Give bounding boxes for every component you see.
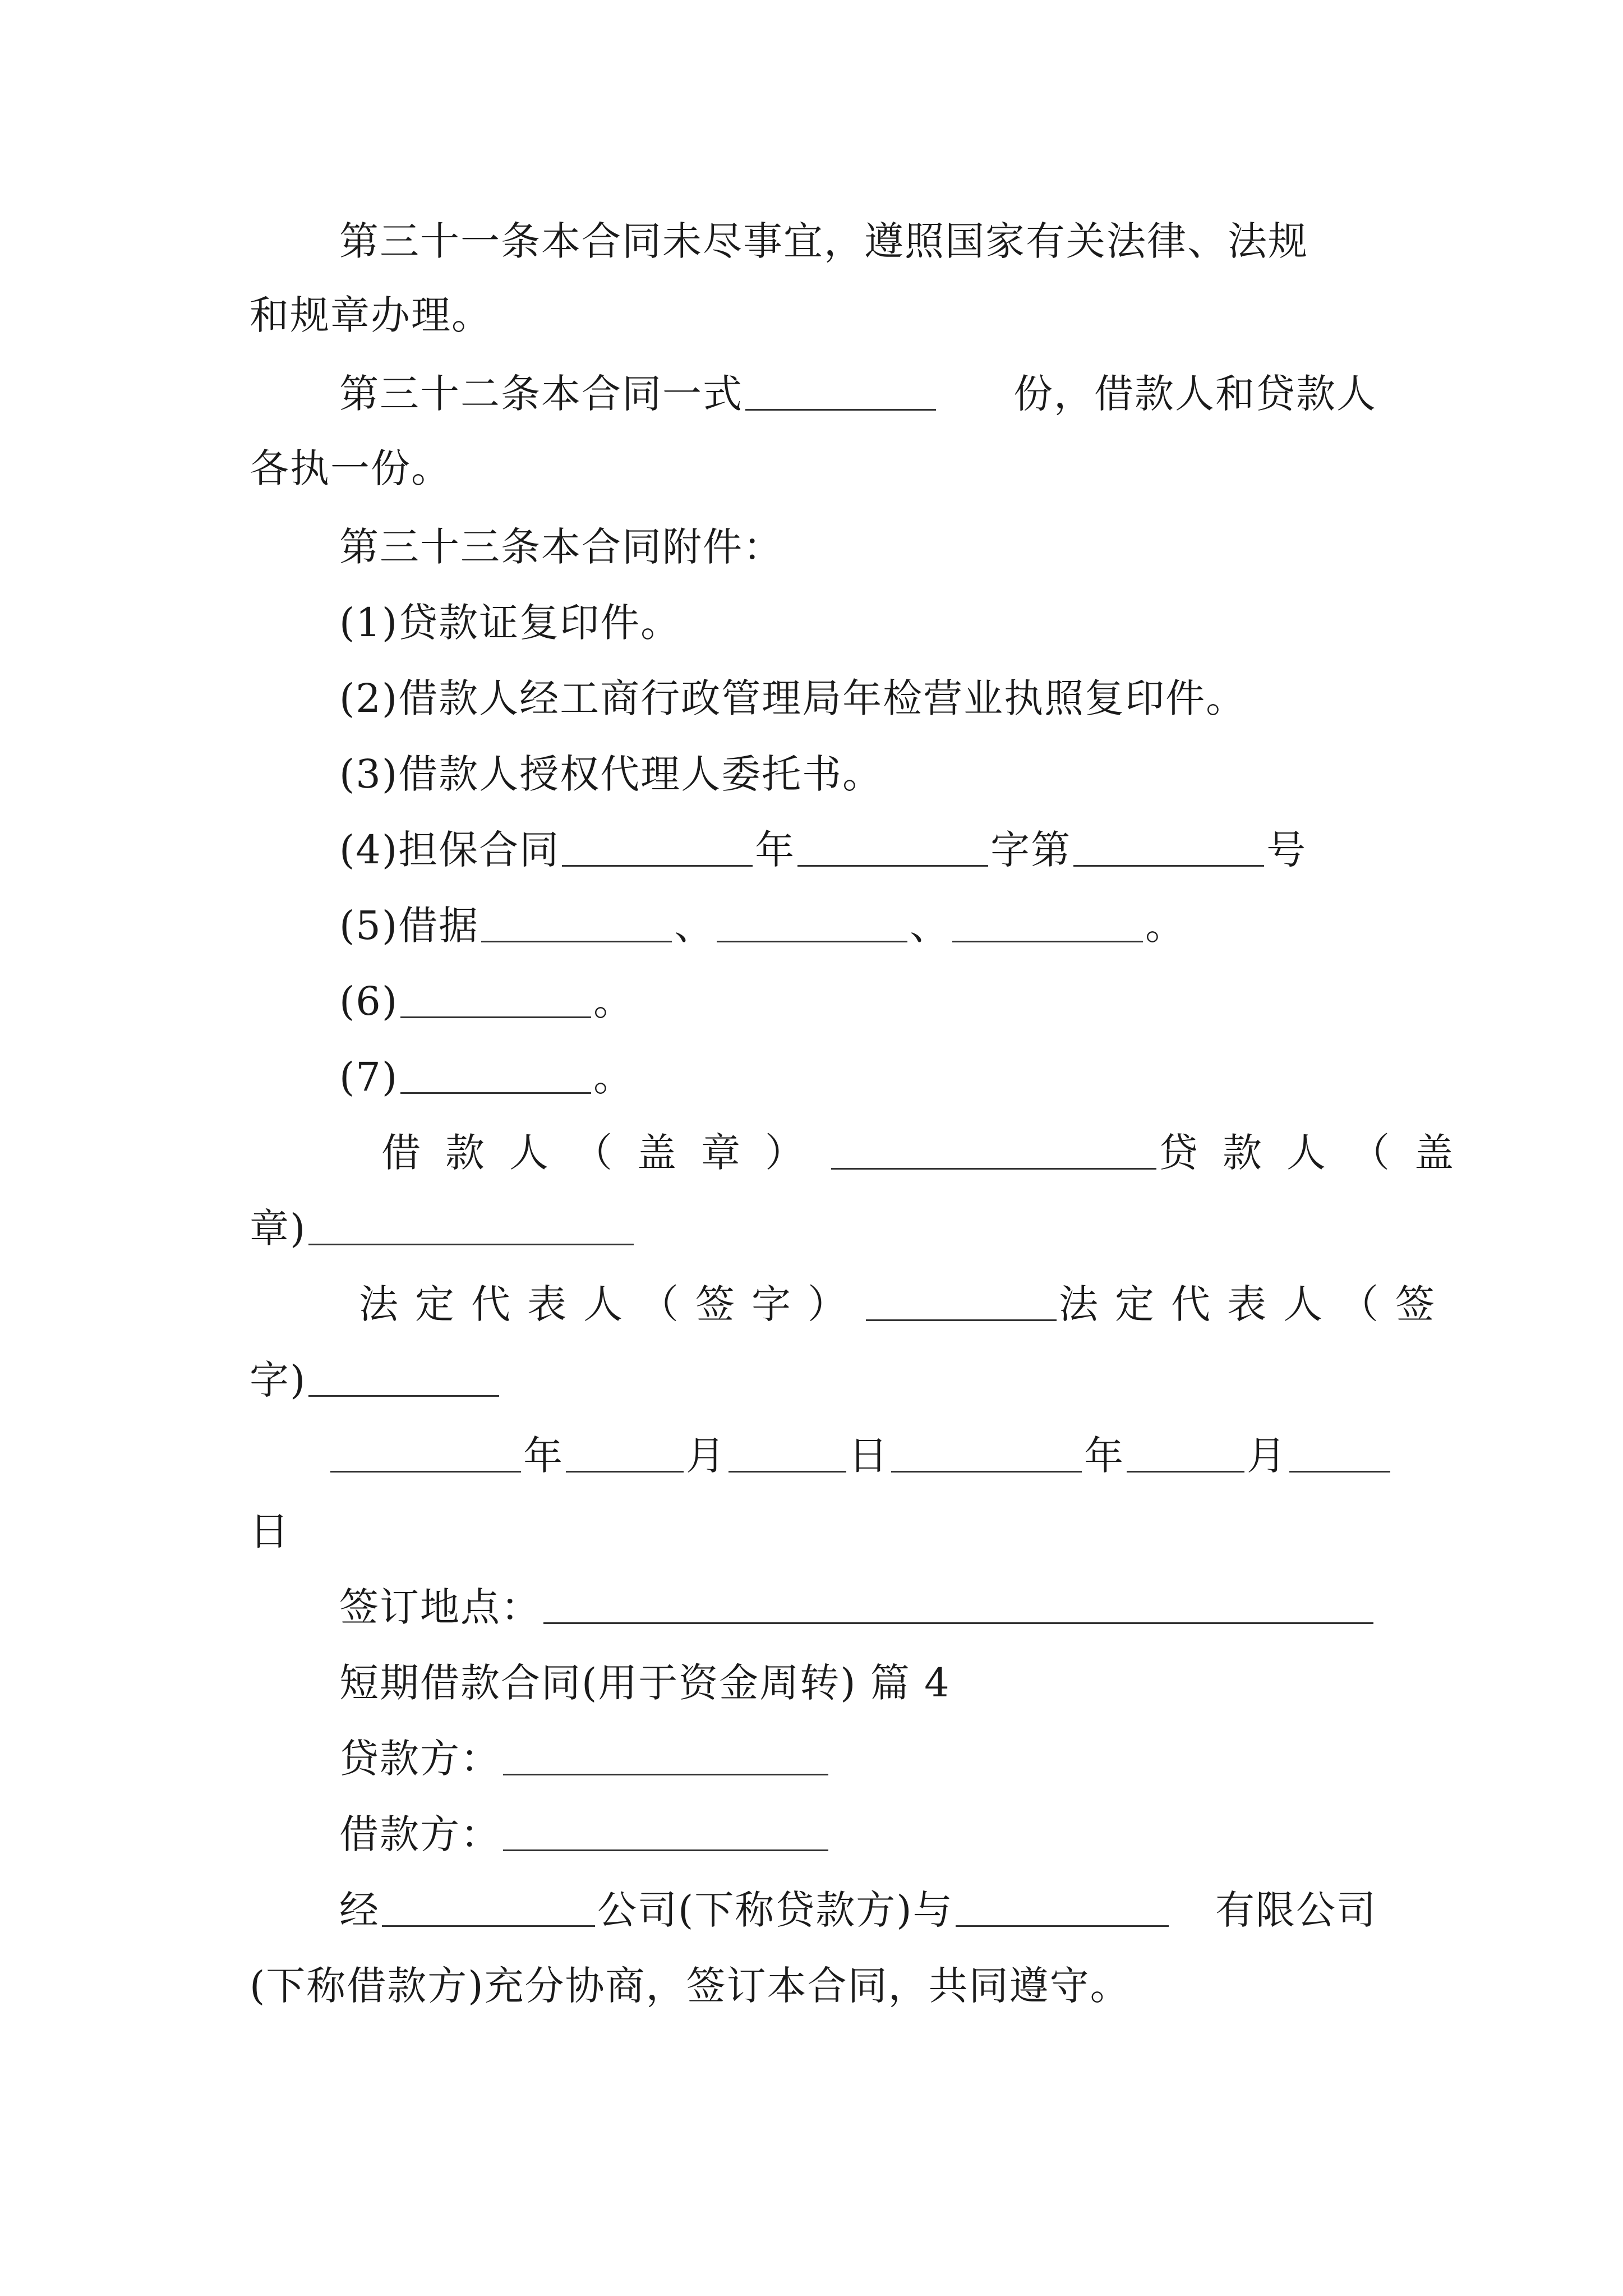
guarantee-blank-3[interactable]: [1073, 825, 1264, 867]
signing-place: [339, 1579, 1377, 1635]
lender-party-label: 贷款方：: [339, 1736, 501, 1782]
article-32-cont: [250, 440, 1377, 496]
date-month-blank-2[interactable]: [1127, 1430, 1244, 1473]
borrower-party-label: 借款方：: [339, 1811, 501, 1857]
article-33: [339, 519, 1377, 575]
date-year-label: 年: [523, 1433, 564, 1479]
agreement-intro-cont: [250, 1958, 1377, 2014]
attachment-7: [339, 1049, 1377, 1105]
attachment-1-text: (1)贷款证复印件。: [339, 600, 681, 646]
separator: 、: [674, 903, 715, 949]
date-day-label: 日: [849, 1433, 889, 1479]
attachment-4: [339, 822, 1377, 878]
period: 。: [593, 978, 634, 1024]
date-month-blank-1[interactable]: [566, 1430, 684, 1473]
receipt-blank-3[interactable]: [952, 900, 1143, 942]
article-32-cont-text: 各执一份。: [250, 445, 451, 491]
article-31-cont: [250, 287, 1377, 343]
intro-text-3: 有限公司: [1215, 1887, 1377, 1933]
period: 。: [593, 1054, 634, 1100]
date-year-blank-2[interactable]: [891, 1430, 1082, 1473]
date-year-label: 年: [1084, 1433, 1124, 1479]
article-32-text-2: 份，借款人和贷款人: [1013, 371, 1377, 417]
attachment-4-zidi: 字第: [990, 827, 1072, 873]
legal-rep-sign: [359, 1276, 1451, 1332]
section-title: [339, 1655, 1377, 1711]
date-day-label: 日: [250, 1508, 290, 1554]
attachment-5: [339, 898, 1377, 954]
lender-seal-cont: [250, 1200, 1377, 1257]
lender-rep-label: 法定代表人（签: [1059, 1281, 1451, 1327]
article-31: [339, 213, 1377, 269]
attachment-7-label: (7): [339, 1054, 399, 1100]
signing-place-label: 签订地点：: [339, 1584, 541, 1630]
lender-rep-blank[interactable]: [308, 1355, 499, 1397]
lender-seal-label: 贷款人（盖: [1159, 1130, 1478, 1176]
intro-text-1: 经: [339, 1887, 380, 1933]
attachment-2: [339, 670, 1377, 726]
signing-place-blank[interactable]: [543, 1582, 1373, 1624]
attachment-6: [339, 973, 1377, 1029]
lender-company-blank[interactable]: [382, 1885, 595, 1927]
guarantee-blank-2[interactable]: [797, 825, 988, 867]
borrower-party: [339, 1806, 1377, 1862]
borrower-seal-blank[interactable]: [831, 1128, 1156, 1170]
date-day-blank-1[interactable]: [728, 1430, 846, 1473]
separator: 、: [910, 903, 951, 949]
borrower-company-blank[interactable]: [956, 1885, 1169, 1927]
attachment-6-label: (6): [339, 978, 399, 1024]
guarantee-blank-1[interactable]: [562, 825, 753, 867]
borrower-rep-label: 法定代表人（签字）: [359, 1281, 864, 1327]
date-row-cont: [250, 1503, 1377, 1559]
article-32-text: 第三十二条本合同一式: [339, 371, 743, 417]
date-month-label: 月: [686, 1433, 726, 1479]
article-32: [339, 366, 1377, 422]
lender-seal-blank[interactable]: [308, 1203, 634, 1245]
copies-blank[interactable]: [745, 369, 936, 411]
date-day-blank-2[interactable]: [1289, 1430, 1390, 1473]
attachment-7-blank[interactable]: [400, 1052, 591, 1094]
receipt-blank-2[interactable]: [717, 900, 907, 942]
receipt-blank-1[interactable]: [481, 900, 672, 942]
lender-rep-cont-label: 字): [250, 1357, 307, 1403]
article-31-cont-text: 和规章办理。: [250, 292, 492, 338]
borrower-rep-blank[interactable]: [866, 1279, 1057, 1321]
attachment-3-text: (3)借款人授权代理人委托书。: [339, 751, 883, 797]
article-33-text: 第三十三条本合同附件：: [339, 524, 783, 570]
attachment-4-hao: 号: [1266, 827, 1307, 873]
borrower-seal-label: 借款人（盖章）: [381, 1130, 829, 1176]
attachment-5-label: (5)借据: [339, 903, 479, 949]
date-month-label: 月: [1247, 1433, 1287, 1479]
intro-text-4: (下称借款方)充分协商，签订本合同，共同遵守。: [250, 1963, 1131, 2009]
article-31-text: 第三十一条本合同未尽事宜，遵照国家有关法律、法规: [339, 218, 1308, 264]
period: 。: [1145, 903, 1186, 949]
attachment-2-text: (2)借款人经工商行政管理局年检营业执照复印件。: [339, 675, 1247, 721]
lender-party-blank[interactable]: [503, 1733, 828, 1775]
attachment-4-year: 年: [755, 827, 796, 873]
date-row: [328, 1428, 1377, 1484]
attachment-4-label: (4)担保合同: [339, 827, 560, 873]
attachment-6-blank[interactable]: [400, 976, 591, 1018]
lender-rep-cont: [250, 1352, 1377, 1408]
lender-seal-cont-label: 章): [250, 1205, 307, 1251]
date-year-blank-1[interactable]: [330, 1430, 521, 1473]
intro-text-2: 公司(下称贷款方)与: [597, 1887, 953, 1933]
borrower-party-blank[interactable]: [503, 1809, 828, 1851]
section-title-text: 短期借款合同(用于资金周转) 篇 4: [339, 1660, 951, 1706]
agreement-intro: [339, 1882, 1377, 1938]
lender-party: [339, 1731, 1377, 1787]
borrower-lender-seal: [381, 1125, 1478, 1181]
attachment-3: [339, 746, 1377, 802]
attachment-1: [339, 595, 1377, 651]
